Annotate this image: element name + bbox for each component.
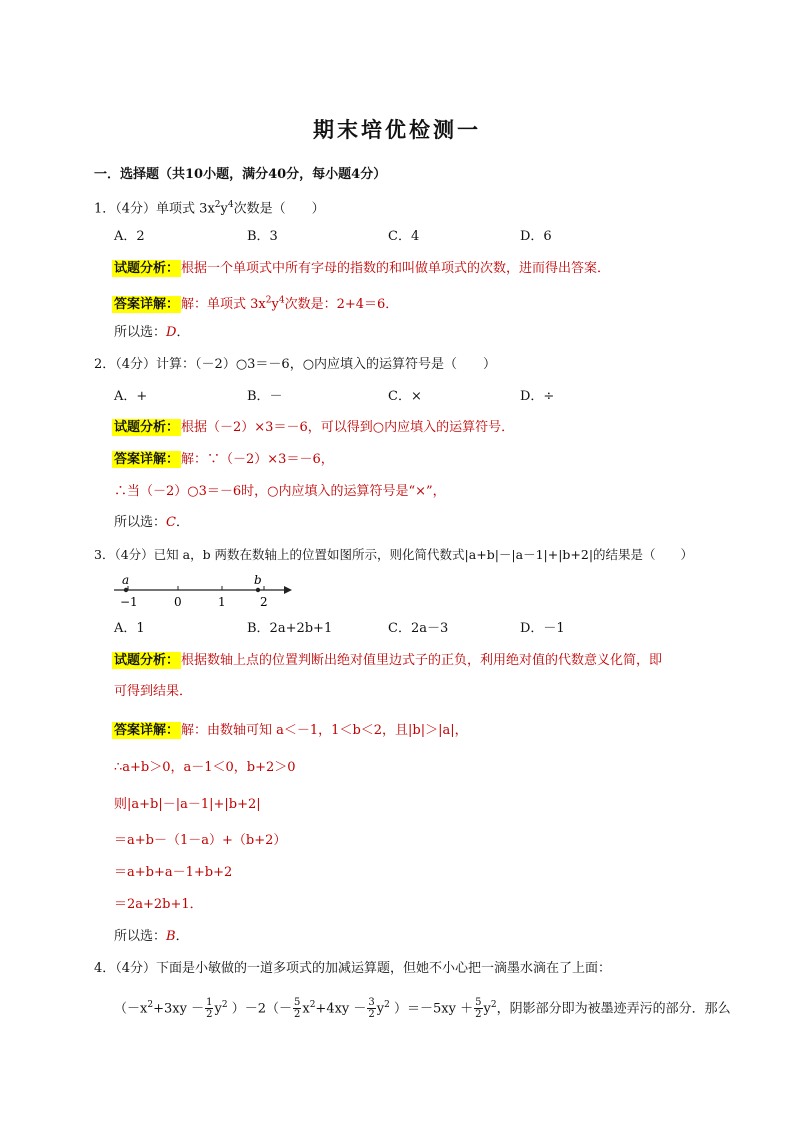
fraction: $\frac{5}{2}$	[475, 997, 482, 1021]
question-4-stem: 4．（4分）下面是小敏做的一道多项式的加减运算题，但她不小心把一滴墨水滴在了上面：	[94, 961, 612, 976]
q3-option-c: C．2a－3	[388, 621, 449, 636]
arrow-icon	[284, 586, 292, 594]
page-title: 期末培优检测一	[313, 117, 481, 142]
q1-option-d: D．6	[520, 229, 552, 244]
q3-analysis: 试题分析： 根据数轴上点的位置判断出绝对值里边式子的正负，利用绝对值的代数意义化简，即	[114, 653, 663, 668]
tick-label: −1	[120, 595, 138, 609]
q2-option-b: B．－	[247, 389, 283, 404]
q3-step-1: ∴a+b＞0，a－1＜0，b+2＞0	[114, 760, 296, 775]
q3-step-5: ＝2a+2b+1．	[114, 897, 203, 912]
q3-detail: 答案详解： 解：由数轴可知 a＜－1，1＜b＜2，且|b|＞|a|，	[114, 723, 468, 738]
q2-detail: 答案详解： 解：∵（－2）×3＝－6，	[114, 452, 334, 467]
q4-expression: （$-x^2+3xy$ － $\frac{1}{2}$ $y^2$ ）－2（－ $\frac{5}{2}$ $x^2+4xy$ － $\frac{3}{2}$ $y^2$ ）＝－5xy ＋ $\frac{5}{2}$ $y^2$，阴影部分即为被墨迹弄污的部分．那么	[114, 997, 731, 1021]
q3-answer: 所以选：B．	[114, 929, 189, 944]
q1-answer: 所以选：D．	[114, 325, 190, 340]
question-2-stem: 2．（4分）计算：（－2）○3＝－6，○内应填入的运算符号是（ ）	[94, 357, 497, 372]
point-a-label: a	[122, 573, 130, 587]
fraction: $\frac{3}{2}$	[368, 997, 375, 1021]
detail-tag: 答案详解：	[114, 452, 180, 467]
question-1-stem: 1．（4分）单项式 $3x^2y^4$次数是（ ）	[94, 200, 325, 217]
section-heading: 一．选择题（共10小题，满分40分，每小题4分）	[94, 167, 387, 182]
q2-option-d: D．÷	[520, 389, 555, 404]
tick-label: 1	[218, 595, 226, 609]
q3-step-2: 则|a+b|－|a－1|+|b+2|	[114, 797, 261, 812]
q2-option-a: A．+	[114, 389, 148, 404]
point-b	[256, 588, 260, 592]
q1-option-a: A．2	[114, 229, 145, 244]
q1-option-b: B．3	[247, 229, 278, 244]
fraction: $\frac{1}{2}$	[206, 997, 213, 1021]
q2-option-c: C．×	[388, 389, 422, 404]
q1-detail: 答案详解： 解：单项式 $3x^2y^4$次数是：2+4＝6．	[114, 296, 399, 313]
point-b-label: b	[254, 573, 262, 587]
q3-option-b: B．2a+2b+1	[247, 621, 333, 636]
q2-answer: 所以选：C．	[114, 515, 189, 530]
q1-option-c: C．4	[388, 229, 420, 244]
q3-step-3: ＝a+b－（1－a）+（b+2）	[114, 833, 287, 848]
detail-tag: 答案详解：	[114, 297, 180, 313]
tick-label: 2	[260, 595, 268, 609]
number-line	[112, 572, 297, 612]
detail-tag: 答案详解：	[114, 723, 180, 738]
analysis-tag: 试题分析：	[114, 420, 180, 435]
fraction: $\frac{5}{2}$	[293, 997, 301, 1021]
tick-label: 0	[174, 595, 182, 609]
q2-solution-line: ∴当（－2）○3＝－6时，○内应填入的运算符号是“×”，	[114, 484, 446, 499]
q1-analysis: 试题分析： 根据一个单项式中所有字母的指数的和叫做单项式的次数，进而得出答案．	[114, 261, 611, 276]
q2-analysis: 试题分析： 根据（－2）×3＝－6，可以得到○内应填入的运算符号．	[114, 420, 515, 435]
analysis-tag: 试题分析：	[114, 261, 180, 276]
analysis-tag: 试题分析：	[114, 653, 180, 668]
question-3-stem: 3．（4分）已知 a，b 两数在数轴上的位置如图所示，则化简代数式|a+b|－|a－1|+|b+2|的结果是（ ）	[94, 547, 694, 562]
q3-option-d: D．－1	[520, 621, 565, 636]
point-a	[124, 588, 128, 592]
q3-option-a: A．1	[114, 621, 145, 636]
q3-step-4: ＝a+b+a－1+b+2	[114, 865, 233, 880]
q3-analysis-cont: 可得到结果．	[114, 684, 193, 699]
